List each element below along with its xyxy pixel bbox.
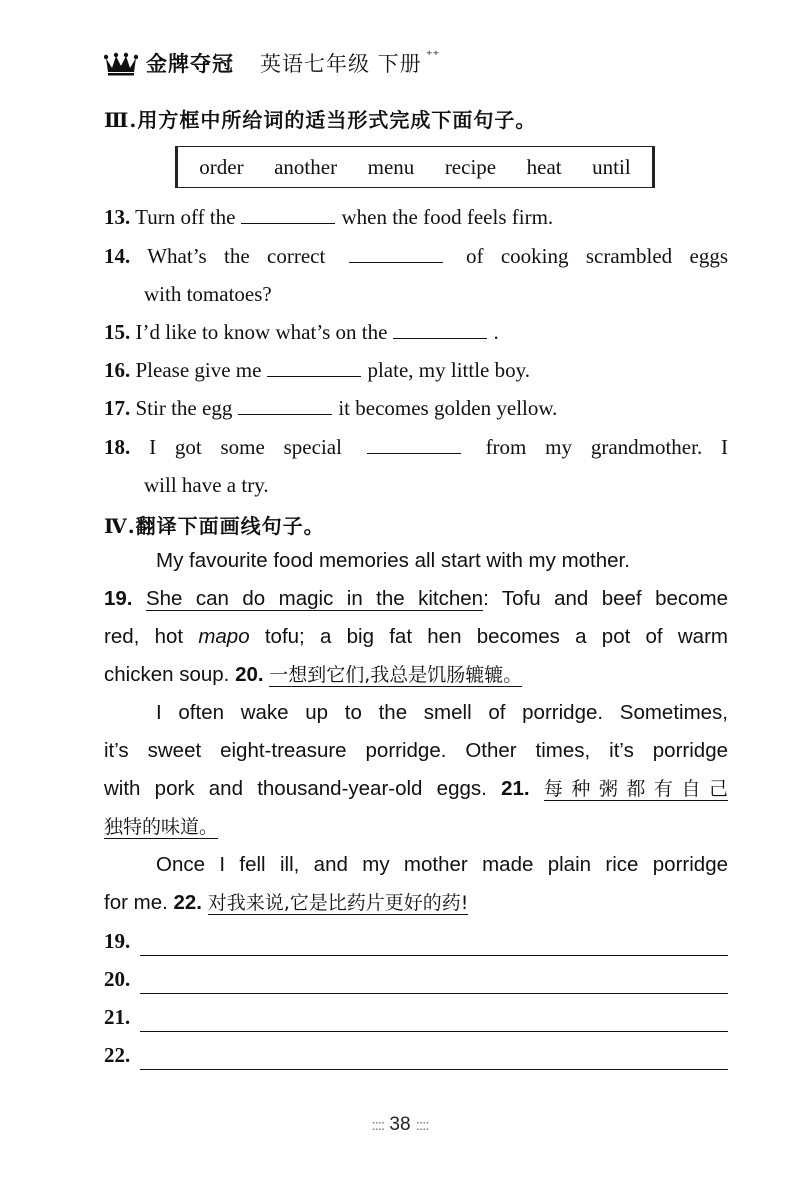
section-4-heading: Ⅳ.翻译下面画线句子。	[104, 514, 325, 538]
question-17: 17. Stir the egg it becomes golden yellow.	[104, 396, 558, 420]
answer-blank[interactable]	[238, 396, 332, 415]
passage-line: My favourite food memories all start with my mother.	[156, 549, 630, 572]
answer-blank[interactable]	[241, 205, 335, 224]
word-bank	[175, 146, 655, 188]
underlined-sentence-19: She can do magic in the kitchen	[145, 587, 484, 610]
section-3-heading: Ⅲ.用方框中所给词的适当形式完成下面句子。	[104, 108, 537, 132]
underlined-sentence-21: 每种粥都有自己	[543, 778, 728, 800]
answer-blank[interactable]	[367, 435, 461, 454]
question-14: 14. What’s the correct of cooking scrambled eggs	[104, 244, 728, 268]
passage-line: red, hot mapo tofu; a big fat hen becomes a pot of warm	[104, 625, 728, 648]
passage-line: it’s sweet eight-treasure porridge. Other times, it’s porridge	[104, 739, 728, 762]
page-number: 38	[389, 1114, 411, 1135]
question-18: 18. I got some special from my grandmother. I	[104, 435, 729, 459]
passage-line: I often wake up to the smell of porridge. Sometimes,	[156, 701, 728, 724]
page-header	[104, 46, 439, 80]
brand-title: 金牌夺冠	[146, 52, 234, 76]
question-16: 16. Please give me plate, my little boy.	[104, 358, 530, 382]
crown-icon	[104, 50, 138, 76]
page-number-footer	[0, 1114, 800, 1136]
word-bank-item: menu	[367, 154, 415, 179]
question-14-cont: with tomatoes?	[144, 282, 272, 306]
word-bank-item: order	[199, 154, 244, 179]
question-13: 13. Turn off the when the food feels firm.	[104, 205, 554, 229]
answer-line-20[interactable]: 20.	[104, 956, 728, 994]
underlined-sentence-21-cont: 独特的味道。	[104, 816, 219, 838]
passage-line	[104, 808, 728, 846]
passage-line: for me. 22. 对我来说,它是比药片更好的药!	[104, 891, 469, 914]
word-bank-item: heat	[526, 154, 562, 179]
dot-ornament-right: ::::	[415, 1117, 429, 1134]
answer-line-21[interactable]: 21.	[104, 994, 728, 1032]
passage-line: Once I fell ill, and my mother made plain rice porridge	[156, 853, 728, 876]
answer-line-19[interactable]: 19.	[104, 918, 728, 956]
answer-blank[interactable]	[393, 320, 487, 339]
word-bank-item: until	[592, 154, 631, 179]
underlined-sentence-20: 一想到它们,我总是饥肠辘辘。	[269, 664, 523, 686]
word-bank-item: another	[274, 154, 338, 179]
passage-line: with pork and thousand-year-old eggs. 21. 每种粥都有自己	[104, 777, 728, 800]
answer-blank[interactable]	[267, 358, 361, 377]
question-15: 15. I’d like to know what’s on the .	[104, 320, 499, 344]
word-bank-item: recipe	[444, 154, 497, 179]
answer-blank[interactable]	[349, 244, 443, 263]
sparkle-icon: ⁺⁺	[425, 47, 440, 62]
question-18-cont: will have a try.	[144, 473, 269, 497]
underlined-sentence-22: 对我来说,它是比药片更好的药!	[207, 892, 469, 914]
passage-line: 19. She can do magic in the kitchen: Tofu and beef become	[104, 587, 729, 610]
book-title: 英语七年级 下册	[260, 52, 422, 76]
answer-line-22[interactable]: 22.	[104, 1032, 728, 1070]
passage-line: chicken soup. 20. 一想到它们,我总是饥肠辘辘。	[104, 663, 523, 686]
dot-ornament-left: ::::	[371, 1117, 385, 1134]
